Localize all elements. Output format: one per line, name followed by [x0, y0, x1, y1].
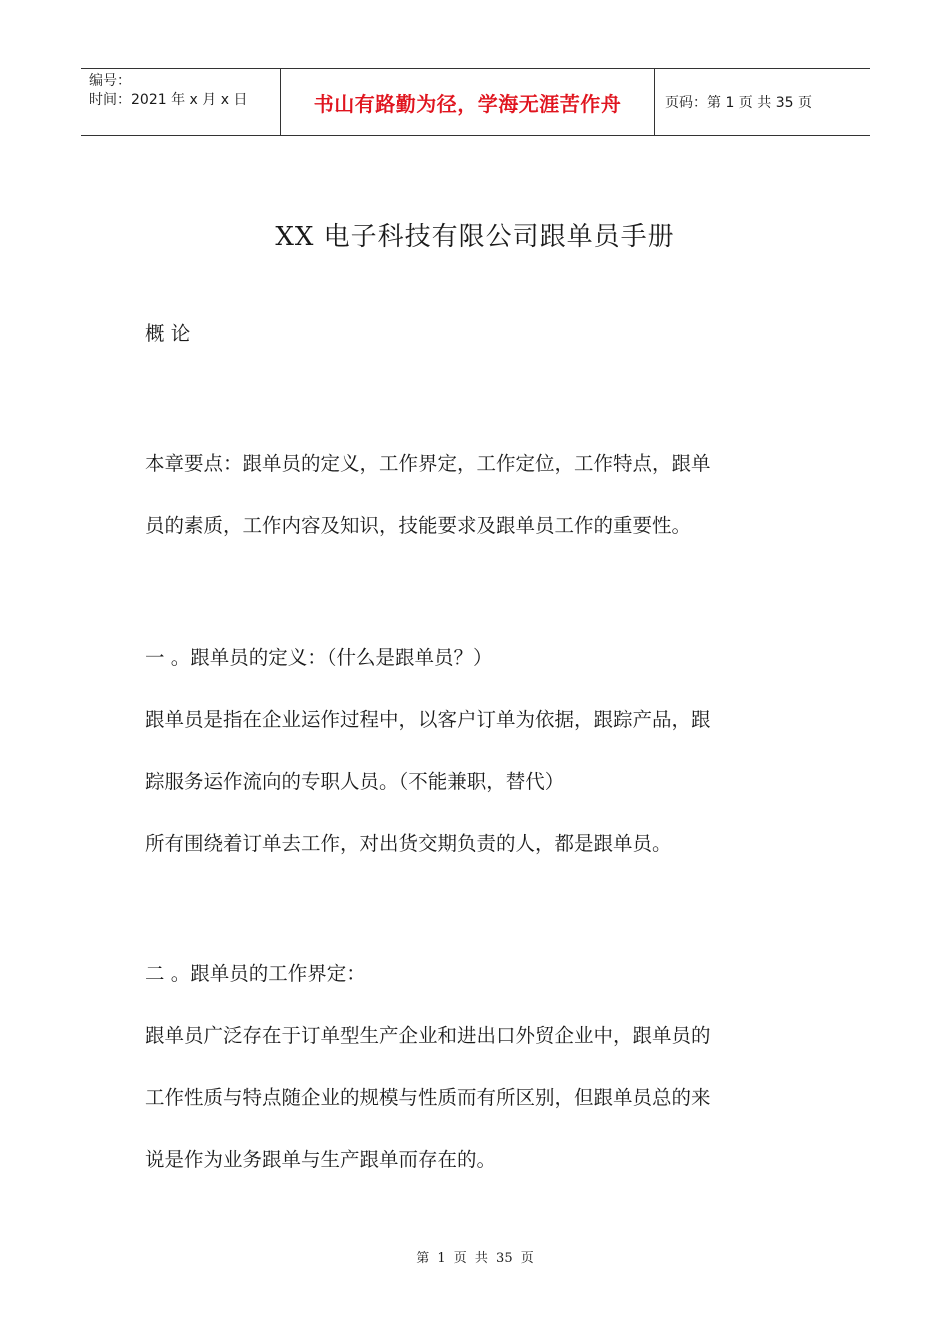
section-heading: 二 。跟单员的工作界定：	[145, 962, 366, 985]
date-label: 时间：2021 年 x 月 x 日	[89, 92, 248, 108]
paragraph-line: 跟单员是指在企业运作过程中，以客户订单为依据，跟踪产品，跟	[145, 708, 711, 731]
document-header	[81, 68, 870, 136]
paragraph-line: 说是作为业务跟单与生产跟单而存在的。	[145, 1148, 497, 1171]
paragraph-line: 所有围绕着订单去工作，对出货交期负责的人，都是跟单员。	[145, 832, 672, 855]
paragraph-line: 踪服务运作流向的专职人员。（不能兼职，替代）	[145, 770, 565, 793]
header-motto: 书山有路勤为径，学海无涯苦作舟	[281, 69, 655, 135]
section-heading: 一 。跟单员的定义：（什么是跟单员？）	[145, 646, 493, 669]
key-points-line: 员的素质，工作内容及知识，技能要求及跟单员工作的重要性。	[145, 514, 692, 537]
overview-label: 概 论	[145, 322, 191, 345]
page-footer: 第 1 页 共 35 页	[416, 1251, 534, 1266]
section-scope	[145, 943, 815, 1191]
key-points-line: 本章要点：跟单员的定义，工作界定，工作定位，工作特点，跟单	[145, 452, 711, 475]
document-title: XX 电子科技有限公司跟单员手册	[275, 222, 675, 252]
paragraph-line: 跟单员广泛存在于订单型生产企业和进出口外贸企业中，跟单员的	[145, 1024, 711, 1047]
header-meta	[81, 69, 281, 135]
overview-heading	[145, 303, 815, 365]
key-points-paragraph	[145, 433, 815, 557]
code-label: 编号：	[89, 73, 131, 89]
header-page-info: 页码：第 1 页 共 35 页	[665, 95, 812, 111]
paragraph-line: 工作性质与特点随企业的规模与性质而有所区别，但跟单员总的来	[145, 1086, 711, 1109]
section-definition	[145, 627, 815, 875]
